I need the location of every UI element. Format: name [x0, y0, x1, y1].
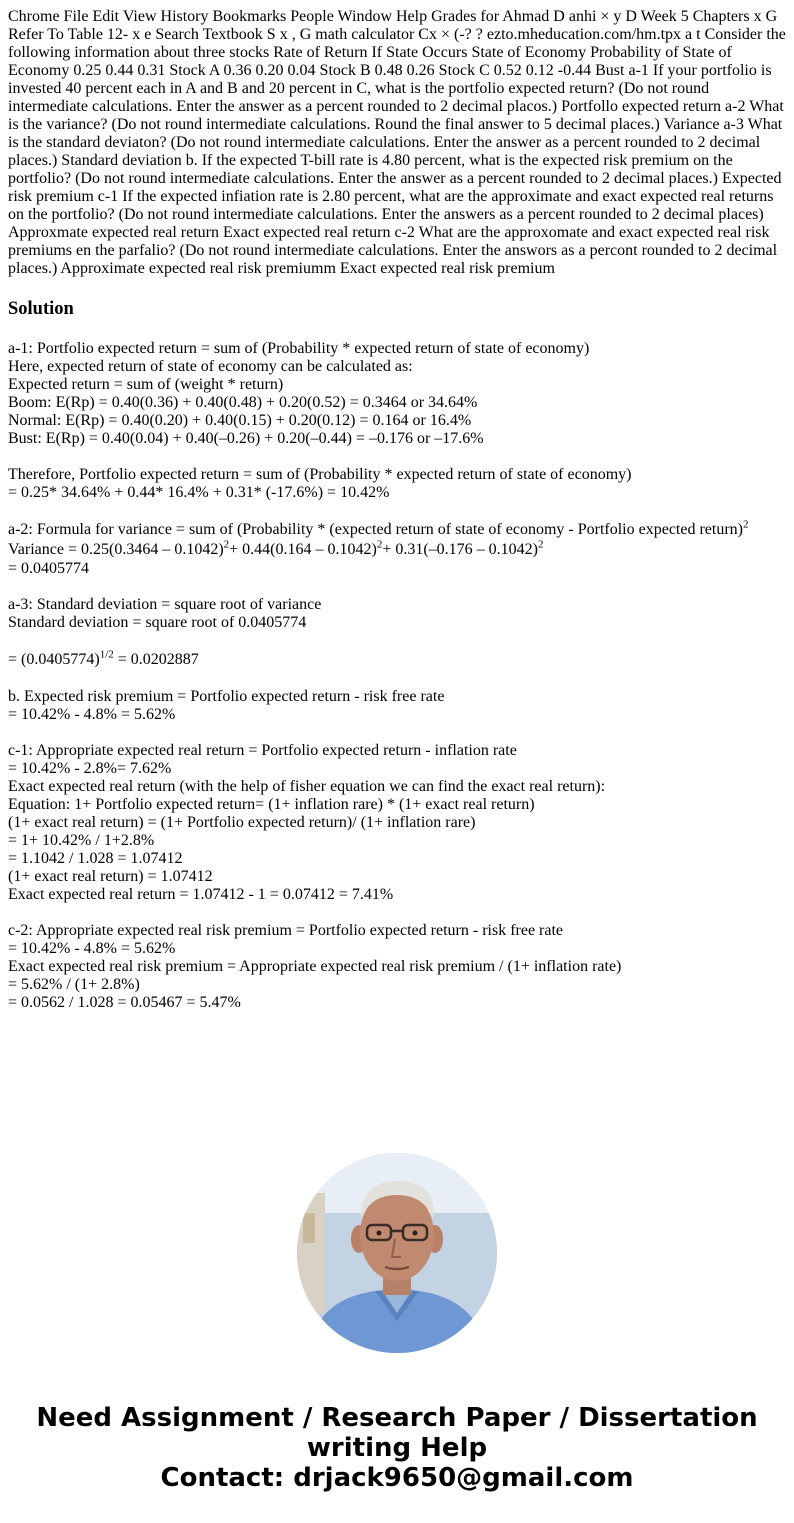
solution-line: = 10.42% - 4.8% = 5.62%: [8, 940, 176, 957]
document-content: [8, 8, 790, 1030]
superscript: 2: [743, 518, 749, 531]
solution-a3: [8, 596, 790, 670]
solution-a1: [8, 340, 790, 448]
solution-line: Equation: 1+ Portfolio expected return= (1+ inflation rare) * (1+ exact real return): [8, 796, 535, 813]
solution-line: = 10.42% - 2.8%= 7.62%: [8, 760, 172, 777]
solution-line: Standard deviation = square root of 0.0405774: [8, 614, 307, 631]
solution-line: Normal: E(Rp) = 0.40(0.20) + 0.40(0.15) + 0.20(0.12) = 0.164 or 16.4%: [8, 412, 472, 429]
solution-line: = 0.0562 / 1.028 = 0.05467 = 5.47%: [8, 994, 241, 1011]
solution-line: = 10.42% - 4.8% = 5.62%: [8, 706, 176, 723]
sd-result: = 0.0202887: [113, 651, 199, 668]
variance-term: + 0.44(0.164 – 0.1042): [229, 541, 377, 558]
solution-a2: [8, 520, 790, 578]
author-avatar: [297, 1153, 497, 1353]
solution-b: [8, 688, 790, 724]
solution-line: Therefore, Portfolio expected return = sum of (Probability * expected return of state of economy): [8, 466, 632, 483]
solution-line: b. Expected risk premium = Portfolio expected return - risk free rate: [8, 688, 445, 705]
solution-c1: [8, 742, 790, 904]
solution-line: Boom: E(Rp) = 0.40(0.36) + 0.40(0.48) + 0.20(0.52) = 0.3464 or 34.64%: [8, 394, 478, 411]
solution-a1-total: [8, 466, 790, 502]
solution-line: = 0.0405774: [8, 560, 90, 577]
banner-line-2: writing Help: [306, 1433, 488, 1463]
superscript: 2: [223, 538, 230, 551]
solution-heading: Solution: [8, 299, 74, 319]
variance-term: + 0.31(–0.176 – 0.1042): [382, 541, 539, 558]
solution-line: Expected return = sum of (weight * return): [8, 376, 284, 393]
variance-formula: a-2: Formula for variance = sum of (Probability * (expected return of state of economy - Portfolio expected return): [8, 521, 743, 538]
sd-expression: = (0.0405774): [8, 651, 100, 668]
solution-line: [8, 520, 790, 540]
superscript: 2: [376, 538, 383, 551]
solution-line: [8, 650, 790, 670]
solution-line: = 1+ 10.42% / 1+2.8%: [8, 832, 155, 849]
solution-line: a-1: Portfolio expected return = sum of (Probability * expected return of state of economy): [8, 340, 590, 357]
promo-banner: [0, 1403, 794, 1493]
banner-contact: Contact: drjack9650@gmail.com: [160, 1463, 634, 1493]
solution-line: a-3: Standard deviation = square root of variance: [8, 596, 322, 613]
solution-line: = 0.25* 34.64% + 0.44* 16.4% + 0.31* (-17.6%) = 10.42%: [8, 484, 390, 501]
superscript: 1/2: [99, 648, 114, 661]
solution-line: Bust: E(Rp) = 0.40(0.04) + 0.40(–0.26) + 0.20(–0.44) = –0.176 or –17.6%: [8, 430, 484, 447]
solution-line: Here, expected return of state of economy can be calculated as:: [8, 358, 413, 375]
author-portrait-image: [297, 1153, 497, 1353]
superscript: 2: [538, 538, 544, 551]
solution-line: [8, 540, 790, 560]
variance-term: Variance = 0.25(0.3464 – 0.1042): [8, 541, 224, 558]
solution-line: (1+ exact real return) = 1.07412: [8, 868, 213, 885]
solution-line: Exact expected real return = 1.07412 - 1 = 0.07412 = 7.41%: [8, 886, 394, 903]
banner-line-1: Need Assignment / Research Paper / Dissertation: [36, 1403, 758, 1433]
solution-line: c-1: Appropriate expected real return = Portfolio expected return - inflation rate: [8, 742, 517, 759]
solution-line: Exact expected real risk premium = Appropriate expected real risk premium / (1+ inflation rate): [8, 958, 622, 975]
spacer: [8, 632, 790, 650]
solution-line: = 1.1042 / 1.028 = 1.07412: [8, 850, 183, 867]
solution-line: = 5.62% / (1+ 2.8%): [8, 976, 140, 993]
question-text: Chrome File Edit View History Bookmarks People Window Help Grades for Ahmad D anhi × y D Week 5 Chapters x G Refer To Table 12- x e Search Textbook S x , G math calculator Cx × (-? ? ezto.mheducation.com/hm.tpx a t Consider the following information about three stocks Rate of Return If State Occurs State of Economy Probability of State of Economy 0.25 0.44 0.31 Stock A 0.36 0.20 0.04 Stock B 0.48 0.26 Stock C 0.52 0.12 -0.44 Bust a-1 If your portfolio is invested 40 percent each in A and B and 20 percent in C, what is the portfolio expected return? (Do not round intermediate calculations. Enter the answer as a percent rounded to 2 decimal placos.) Portfollo expected return a-2 What is the variance? (Do not round intermediate calculations. Round the final answer to 5 decimal places.) Variance a-3 What is the standard deviaton? (Do not round intermediate calculations. Enter the answer as a percent rounded to 2 decimal places.) Standard deviation b. If the expected T-bill rate is 4.80 percent, what is the expected risk premium on the portfolio? (Do not round intermediate calculations. Enter the answer as a percent rounded to 2 decimal places.) Expected risk premium c-1 If the expected infiation rate is 2.80 percent, what are the approximate and exact expected real returns on the portfolio? (Do not round intermediate calculations. Enter the answers as a percent rounded to 2 decimal places) Approxmate expected real return Exact expected real return c-2 What are the approxomate and exact expected real risk premiums en the parfalio? (Do not round intermediate calculations. Enter the answors as a percont rounded to 2 decimal places.) Approximate expected real risk premiumm Exact expected real risk premium: [8, 8, 786, 277]
solution-line: (1+ exact real return) = (1+ Portfolio expected return)/ (1+ inflation rare): [8, 814, 476, 831]
solution-c2: [8, 922, 790, 1012]
solution-line: c-2: Appropriate expected real risk premium = Portfolio expected return - risk free rate: [8, 922, 564, 939]
solution-line: Exact expected real return (with the help of fisher equation we can find the exact real return):: [8, 778, 606, 795]
